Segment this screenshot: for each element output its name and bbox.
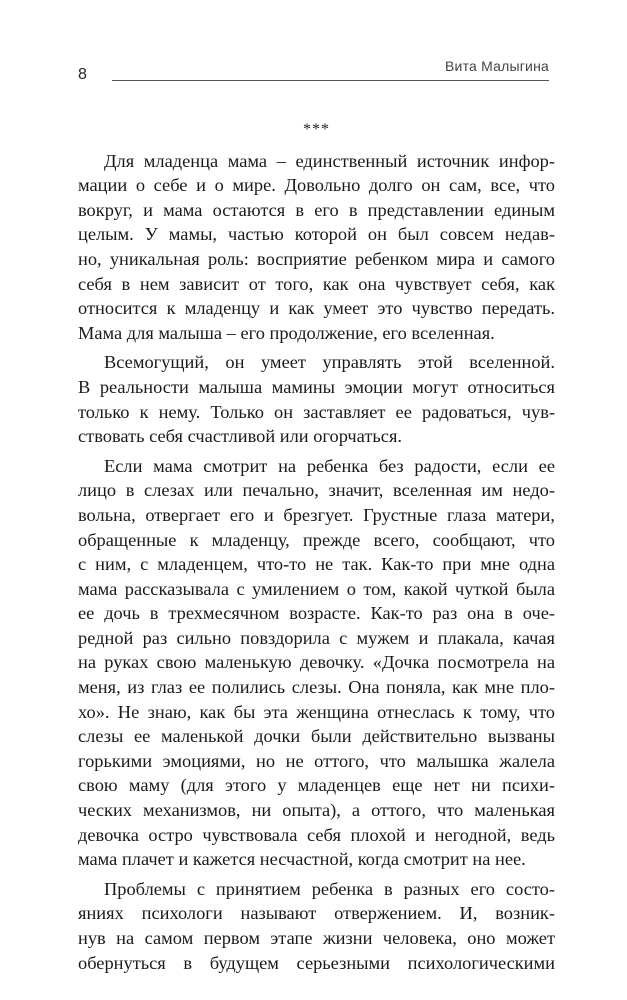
text-line: обернуться в будущем серьезными психологическими bbox=[78, 952, 555, 973]
text-line: ствовать себя счастливой или огорчаться. bbox=[78, 426, 403, 447]
text-line: Проблемы с принятием ребенка в разных его состо- bbox=[104, 878, 555, 899]
text-line: но, уникальная роль: восприятие ребенком мира и самого bbox=[78, 248, 555, 269]
text-line: ческих механизмов, ни опыта), а оттого, что маленькая bbox=[78, 800, 555, 821]
running-head-author: Вита Малыгина bbox=[445, 58, 549, 74]
text-line: с ним, с младенцем, что-то не так. Как-то при мне одна bbox=[78, 554, 555, 575]
text-line: горькими эмоциями, но не оттого, что малышка жалела bbox=[78, 750, 555, 771]
text-line: себя в нем зависит от того, как она чувствует себя, как bbox=[78, 273, 555, 294]
text-line: мама плачет и кажется несчастной, когда смотрит на нее. bbox=[78, 849, 526, 870]
header-rule bbox=[112, 80, 549, 81]
text-line: ее дочь в трехмесячном возрасте. Как-то раз она в оче- bbox=[78, 603, 555, 624]
text-line: редной раз сильно повздорила с мужем и плакала, качая bbox=[78, 627, 555, 648]
paragraph bbox=[78, 454, 555, 872]
text-line: Мама для малыша – его продолжение, его вселенная. bbox=[78, 322, 495, 343]
text-line: Если мама смотрит на ребенка без радости, если ее bbox=[104, 455, 555, 476]
text-line: меня, из глаз ее полились слезы. Она поняла, как мне пло- bbox=[78, 677, 555, 698]
paragraphs-container bbox=[78, 149, 555, 976]
text-line: мации о себе и о мире. Довольно долго он сам, все, что bbox=[78, 175, 555, 196]
section-separator: *** bbox=[303, 121, 330, 138]
page-number: 8 bbox=[78, 66, 87, 83]
text-line: Для младенца мама – единственный источник инфор- bbox=[104, 150, 555, 171]
text-line: на руках свою маленькую девочку. «Дочка посмотрела на bbox=[78, 652, 555, 673]
page-header bbox=[78, 58, 549, 88]
text-line: обращенные к младенцу, прежде всего, сообщают, что bbox=[78, 529, 555, 550]
body-text bbox=[78, 118, 555, 975]
text-line: В реальности малыша мамины эмоции могут относиться bbox=[78, 376, 555, 397]
text-line: нув на самом первом этапе жизни человека, оно может bbox=[78, 928, 555, 948]
paragraph bbox=[78, 149, 555, 346]
text-line: яниях психологи называют отвержением. И, возник- bbox=[78, 903, 555, 924]
text-line: относится к младенцу и как умеет это чувство передать. bbox=[78, 298, 555, 319]
text-line: девочка остро чувствовала себя плохой и негодной, ведь bbox=[78, 824, 555, 845]
text-line: слезы ее маленькой дочки были действительно вызваны bbox=[78, 726, 555, 747]
text-line: лицо в слезах или печально, значит, вселенная им недо- bbox=[78, 480, 555, 501]
paragraph bbox=[78, 350, 555, 448]
text-line: хо». Не знаю, как бы эта женщина отнеслась к тому, что bbox=[78, 701, 555, 722]
text-line: только к нему. Только он заставляет ее радоваться, чув- bbox=[78, 401, 555, 422]
paragraph bbox=[78, 877, 555, 975]
text-line: вокруг, и мама остаются в его в представлении единым bbox=[78, 199, 555, 220]
text-line: вольна, отвергает его и брезгует. Грустные глаза матери, bbox=[78, 504, 555, 525]
text-line: целым. У мамы, частью которой он был совсем недав- bbox=[78, 224, 555, 245]
text-line: Всемогущий, он умеет управлять этой вселенной. bbox=[104, 352, 555, 373]
text-line: свою маму (для этого у младенцев еще нет ни психи- bbox=[78, 775, 555, 796]
text-line: мама рассказывала с умилением о том, какой чуткой была bbox=[78, 578, 555, 599]
